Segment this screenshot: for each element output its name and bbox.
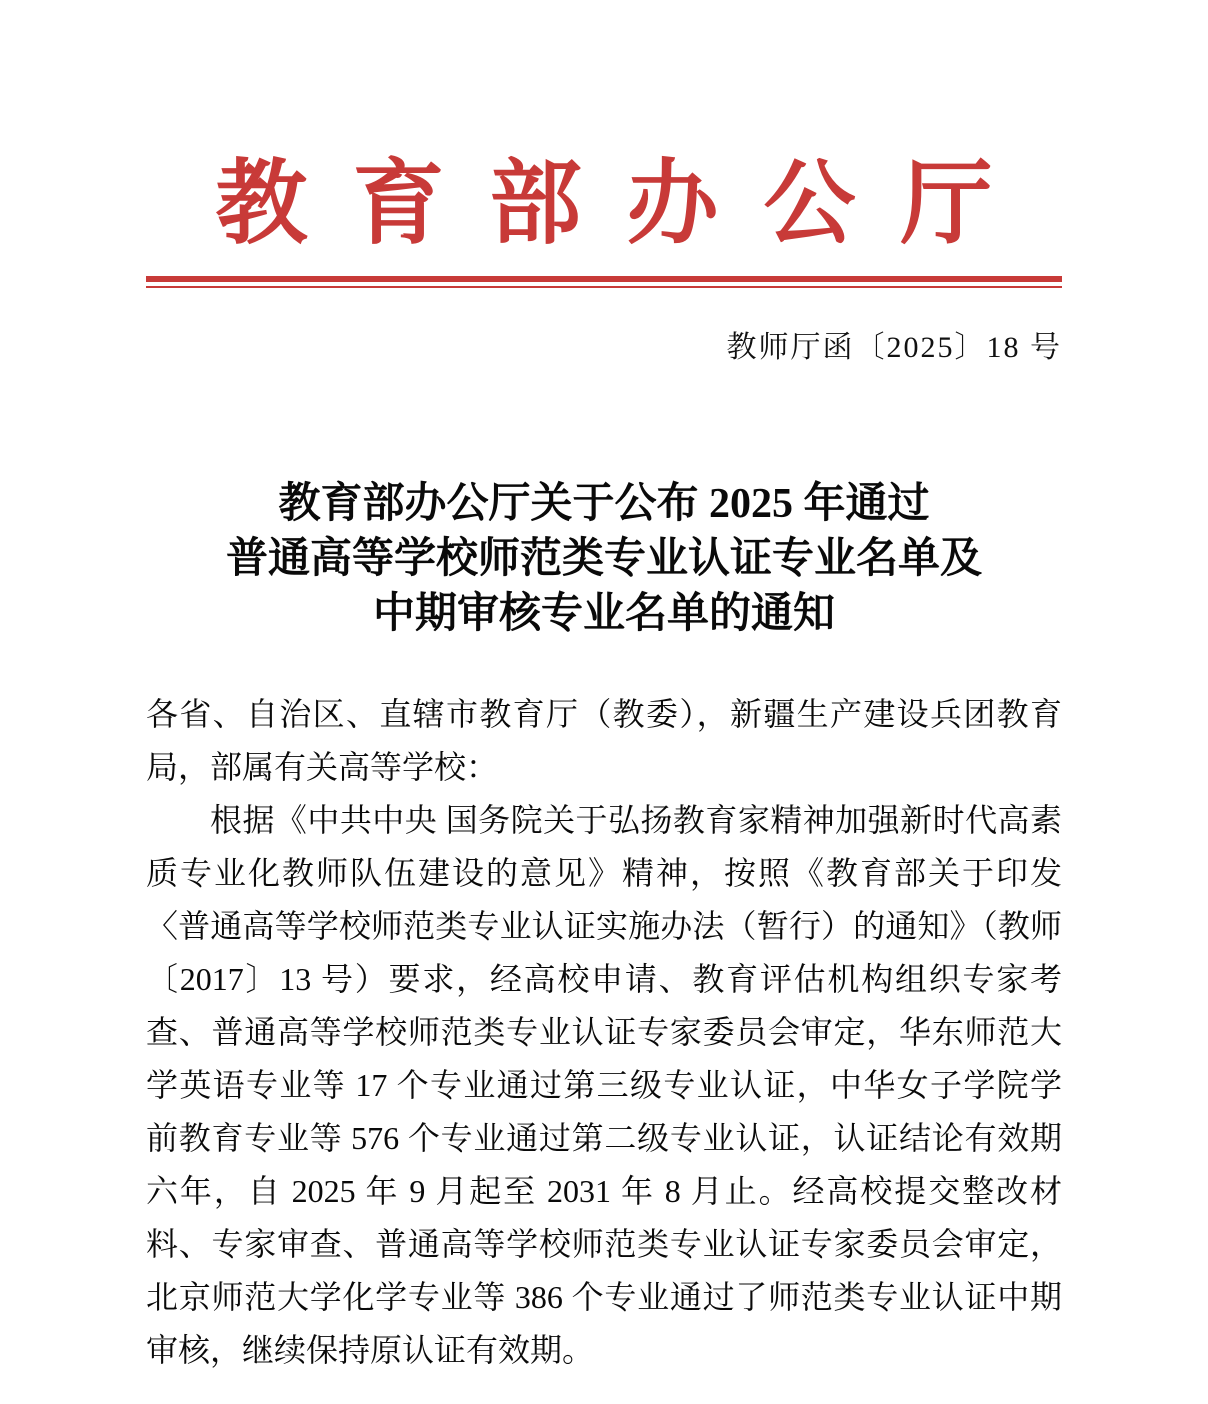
- body-line: 查、普通高等学校师范类专业认证专家委员会审定，华东师范大: [146, 1014, 1062, 1050]
- title-line: 中期审核专业名单的通知: [372, 591, 835, 637]
- body-line: 〈普通高等学校师范类专业认证实施办法（暂行）的通知》（教师: [146, 908, 1062, 944]
- body-line: 局，部属有关高等学校：: [146, 749, 499, 785]
- body-line: 质专业化教师队伍建设的意见》精神，按照《教育部关于印发: [146, 855, 1062, 891]
- document-content: [0, 153, 1208, 1377]
- document-body: [146, 688, 1062, 1377]
- title-line: 教育部办公厅关于公布 2025 年通过: [278, 481, 930, 527]
- body-line: 料、专家审查、普通高等学校师范类专业认证专家委员会审定，: [146, 1226, 1062, 1262]
- body-line: 各省、自治区、直辖市教育厅（教委），新疆生产建设兵团教育: [146, 696, 1062, 732]
- body-line: 审核，继续保持原认证有效期。: [146, 1332, 595, 1368]
- document-title: [146, 477, 1062, 642]
- body-line: 六年，自 2025 年 9 月起至 2031 年 8 月止。经高校提交整改材: [146, 1173, 1062, 1209]
- masthead-divider-rule: [146, 276, 1062, 288]
- agency-masthead: 教育部办公厅: [215, 153, 1038, 255]
- body-line: 〔2017〕13 号）要求，经高校申请、教育评估机构组织专家考: [146, 961, 1062, 997]
- body-line: 前教育专业等 576 个专业通过第二级专业认证，认证结论有效期: [146, 1120, 1062, 1156]
- title-line: 普通高等学校师范类专业认证专业名单及: [225, 536, 982, 582]
- body-line: 学英语专业等 17 个专业通过第三级专业认证，中华女子学院学: [146, 1067, 1062, 1103]
- body-line: 根据《中共中央 国务院关于弘扬教育家精神加强新时代高素: [210, 802, 1062, 838]
- document-number: 教师厅函〔2025〕18 号: [726, 331, 1062, 364]
- body-line: 北京师范大学化学专业等 386 个专业通过了师范类专业认证中期: [146, 1279, 1062, 1315]
